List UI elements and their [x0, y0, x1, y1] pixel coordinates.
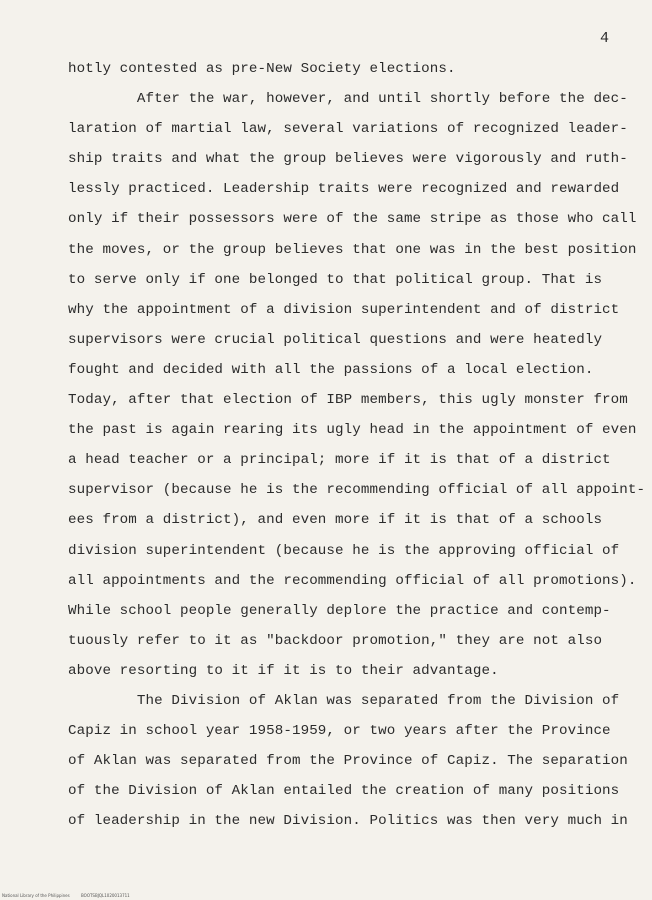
text-line: Capiz in school year 1958-1959, or two years after the Province: [68, 723, 611, 740]
text-line: why the appointment of a division superintendent and of district: [68, 301, 620, 318]
text-line: laration of martial law, several variations of recognized leader-: [68, 121, 628, 138]
page-number: 4: [600, 30, 610, 47]
text-line: fought and decided with all the passions of a local election.: [68, 361, 594, 378]
text-line: tuously refer to it as "backdoor promotion," they are not also: [68, 632, 603, 649]
text-line: hotly contested as pre-New Society elections.: [68, 61, 456, 77]
text-line: to serve only if one belonged to that political group. That is: [68, 271, 603, 288]
text-line: the moves, or the group believes that one was in the best position: [68, 241, 637, 258]
text-line: of the Division of Aklan entailed the creation of many positions: [68, 783, 620, 800]
text-line: of leadership in the new Division. Politics was then very much in: [68, 813, 628, 830]
text-line: ship traits and what the group believes were vigorously and ruth-: [68, 151, 628, 168]
text-line: a head teacher or a principal; more if it is that of a district: [68, 452, 611, 469]
text-line: lessly practiced. Leadership traits were recognized and rewarded: [68, 181, 620, 198]
text-line: the past is again rearing its ugly head in the appointment of even: [68, 422, 637, 439]
body-text: [68, 54, 646, 836]
text-line: above resorting to it if it is to their advantage.: [68, 662, 499, 679]
text-line: only if their possessors were of the same stripe as those who call: [68, 211, 637, 228]
text-line: supervisor (because he is the recommending official of all appoint-: [68, 482, 646, 499]
text-line: of Aklan was separated from the Province of Capiz. The separation: [68, 753, 628, 770]
text-line: ees from a district), and even more if it is that of a schools: [68, 512, 603, 529]
footer-document-id: BOOTSBJQL1020013711: [81, 893, 130, 898]
text-line: While school people generally deplore the practice and contemp-: [68, 602, 611, 619]
text-line: Today, after that election of IBP members, this ugly monster from: [68, 392, 628, 409]
text-line: supervisors were crucial political questions and were heatedly: [68, 331, 603, 348]
text-line: The Division of Aklan was separated from the Division of: [68, 692, 620, 709]
text-line: After the war, however, and until shortly before the dec-: [68, 91, 628, 108]
text-line: all appointments and the recommending official of all promotions).: [68, 572, 637, 589]
footer-library-credit: National Library of the Philippines: [2, 893, 70, 898]
text-line: division superintendent (because he is the approving official of: [68, 542, 620, 559]
footer: [2, 893, 140, 898]
